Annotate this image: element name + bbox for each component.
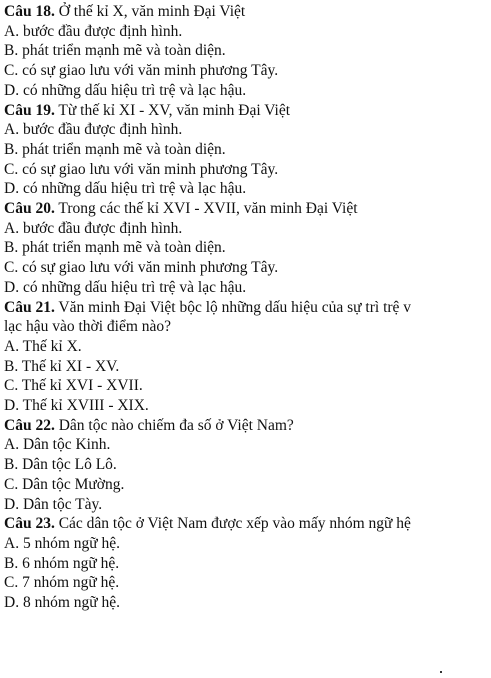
question-23 bbox=[4, 514, 491, 613]
option-c: C. 7 nhóm ngữ hệ. bbox=[4, 574, 120, 592]
option-a: A. Thế kỉ X. bbox=[4, 337, 82, 355]
question-21 bbox=[4, 298, 491, 416]
option-d: D. có những dấu hiệu trì trệ và lạc hậu. bbox=[4, 278, 247, 296]
option-a: A. bước đầu được định hình. bbox=[4, 22, 183, 40]
option-b: B. Thế kỉ XI - XV. bbox=[4, 357, 120, 375]
question-number: Câu 19. bbox=[4, 101, 55, 119]
question-text: Văn minh Đại Việt bộc lộ những dấu hiệu của sự trì trệ v bbox=[54, 298, 412, 316]
question-number: Câu 18. bbox=[4, 3, 55, 20]
option-b: B. phát triển mạnh mẽ và toàn diện. bbox=[4, 140, 226, 158]
question-text-continued: lạc hậu vào thời điểm nào? bbox=[4, 318, 172, 336]
option-b: B. 6 nhóm ngữ hệ. bbox=[4, 554, 120, 572]
option-c: C. Dân tộc Mường. bbox=[4, 475, 125, 493]
option-b: B. phát triển mạnh mẽ và toàn diện. bbox=[4, 42, 226, 60]
question-text: Dân tộc nào chiếm đa số ở Việt Nam? bbox=[54, 416, 294, 434]
option-d: D. 8 nhóm ngữ hệ. bbox=[4, 594, 121, 612]
option-b: B. Dân tộc Lô Lô. bbox=[4, 456, 117, 474]
question-18 bbox=[4, 2, 491, 101]
document-page bbox=[4, 2, 491, 613]
question-number: Câu 22. bbox=[4, 416, 55, 434]
question-number: Câu 23. bbox=[4, 515, 55, 533]
question-number: Câu 21. bbox=[4, 298, 55, 316]
option-a: A. bước đầu được định hình. bbox=[4, 121, 183, 139]
option-c: C. có sự giao lưu với văn minh phương Tây. bbox=[4, 62, 279, 80]
question-20 bbox=[4, 199, 491, 298]
option-c: C. Thế kỉ XVI - XVII. bbox=[4, 377, 143, 395]
option-b: B. phát triển mạnh mẽ và toàn diện. bbox=[4, 239, 226, 257]
question-text: Từ thế kỉ XI - XV, văn minh Đại Việt bbox=[54, 101, 291, 119]
option-d: D. Thế kỉ XVIII - XIX. bbox=[4, 397, 149, 415]
option-a: A. bước đầu được định hình. bbox=[4, 219, 183, 237]
option-d: D. có những dấu hiệu trì trệ và lạc hậu. bbox=[4, 81, 247, 99]
option-c: C. có sự giao lưu với văn minh phương Tây. bbox=[4, 160, 279, 178]
question-text: Ở thế kỉ X, văn minh Đại Việt bbox=[54, 3, 246, 20]
question-text: Các dân tộc ở Việt Nam được xếp vào mấy nhóm ngữ hệ bbox=[54, 515, 411, 533]
question-number: Câu 20. bbox=[4, 200, 55, 218]
scan-speck bbox=[440, 671, 442, 673]
option-a: A. 5 nhóm ngữ hệ. bbox=[4, 534, 121, 552]
option-d: D. Dân tộc Tày. bbox=[4, 495, 103, 513]
option-d: D. có những dấu hiệu trì trệ và lạc hậu. bbox=[4, 180, 247, 198]
question-text: Trong các thế kỉ XVI - XVII, văn minh Đại Việt bbox=[54, 200, 358, 218]
question-19 bbox=[4, 101, 491, 200]
option-a: A. Dân tộc Kinh. bbox=[4, 436, 111, 454]
option-c: C. có sự giao lưu với văn minh phương Tây. bbox=[4, 259, 279, 277]
question-22 bbox=[4, 416, 491, 515]
